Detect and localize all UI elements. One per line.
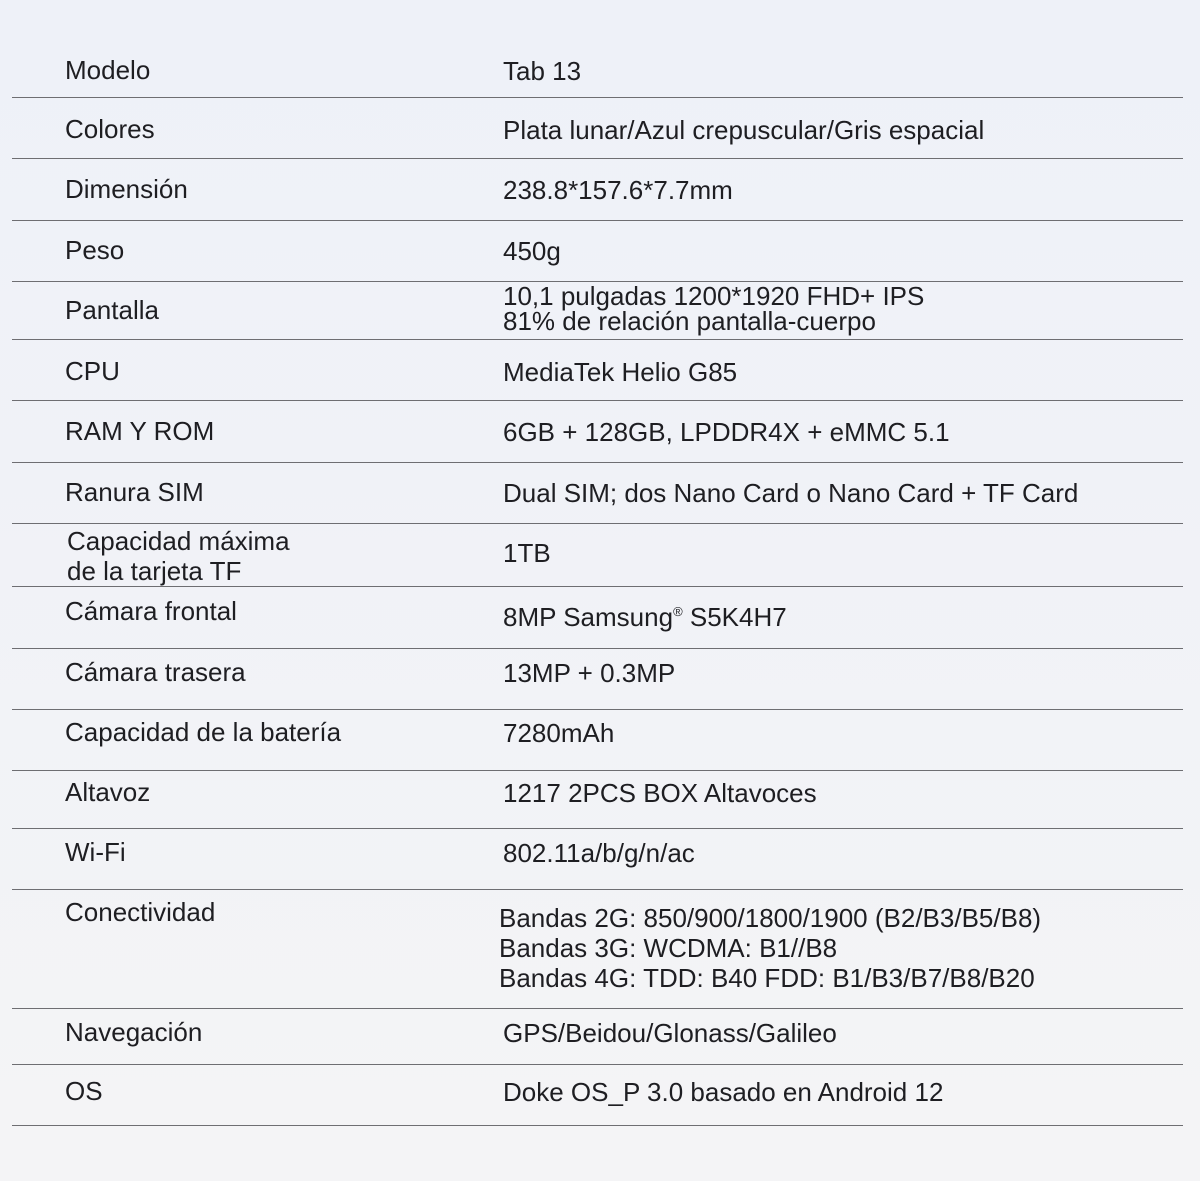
spec-row-dimension xyxy=(12,159,1183,221)
spec-value: 238.8*157.6*7.7mm xyxy=(503,175,733,205)
spec-label-line: de la tarjeta TF xyxy=(67,556,242,586)
spec-row-colores xyxy=(12,98,1183,159)
spec-label: Peso xyxy=(65,235,125,265)
spec-value-line: Bandas 3G: WCDMA: B1//B8 xyxy=(499,933,838,963)
spec-value: Doke OS_P 3.0 basado en Android 12 xyxy=(503,1077,944,1107)
spec-label: Capacidad de la batería xyxy=(65,717,342,747)
spec-label: Wi-Fi xyxy=(65,837,126,867)
spec-label: Cámara trasera xyxy=(65,657,246,687)
spec-value xyxy=(499,903,1041,993)
spec-label: RAM Y ROM xyxy=(65,416,215,446)
spec-row-ranura-sim xyxy=(12,463,1183,524)
spec-value-line: 10,1 pulgadas 1200*1920 FHD+ IPS xyxy=(503,281,925,311)
spec-row-ram-rom xyxy=(12,401,1183,463)
spec-value: Tab 13 xyxy=(503,56,582,86)
spec-label: Colores xyxy=(65,114,155,144)
spec-label: CPU xyxy=(65,356,120,386)
spec-value: 6GB + 128GB, LPDDR4X + eMMC 5.1 xyxy=(503,417,950,447)
spec-label: OS xyxy=(65,1076,103,1106)
spec-value: 13MP + 0.3MP xyxy=(503,658,676,688)
spec-row-navegacion xyxy=(12,1009,1183,1065)
spec-label: Conectividad xyxy=(65,897,216,927)
spec-value-line: 81% de relación pantalla-cuerpo xyxy=(503,306,876,336)
spec-label-line: Capacidad máxima xyxy=(67,526,290,556)
spec-value xyxy=(503,597,787,632)
spec-label: Altavoz xyxy=(65,777,151,807)
spec-label: Pantalla xyxy=(65,295,159,325)
spec-row-cpu xyxy=(12,340,1183,401)
spec-table xyxy=(12,38,1183,1126)
spec-value-line: Bandas 2G: 850/900/1800/1900 (B2/B3/B5/B8) xyxy=(499,903,1042,933)
spec-row-bateria xyxy=(12,710,1183,771)
spec-row-capacidad-tf xyxy=(12,524,1183,587)
spec-label: Dimensión xyxy=(65,174,188,204)
spec-row-pantalla xyxy=(12,282,1183,340)
spec-row-altavoz xyxy=(12,771,1183,829)
spec-value: 1217 2PCS BOX Altavoces xyxy=(503,778,817,808)
spec-row-modelo xyxy=(12,38,1183,98)
spec-value: 450g xyxy=(503,236,561,266)
spec-row-peso xyxy=(12,221,1183,282)
spec-label: Navegación xyxy=(65,1017,203,1047)
spec-row-wifi xyxy=(12,829,1183,890)
spec-label: Modelo xyxy=(65,55,151,85)
spec-value: Plata lunar/Azul crepuscular/Gris espacial xyxy=(503,115,985,145)
spec-label: Ranura SIM xyxy=(65,477,204,507)
spec-row-camara-trasera xyxy=(12,649,1183,710)
spec-value-line: Bandas 4G: TDD: B40 FDD: B1/B3/B7/B8/B20 xyxy=(499,963,1035,993)
spec-label xyxy=(67,526,290,586)
spec-row-conectividad xyxy=(12,890,1183,1009)
spec-value: GPS/Beidou/Glonass/Galileo xyxy=(503,1018,837,1048)
spec-value: 7280mAh xyxy=(503,718,615,748)
spec-value: 802.11a/b/g/n/ac xyxy=(503,838,695,868)
spec-value: Dual SIM; dos Nano Card o Nano Card + TF Card xyxy=(503,478,1079,508)
spec-label: Cámara frontal xyxy=(65,596,237,626)
sensor-model-text: S5K4H7 xyxy=(682,602,787,632)
spec-value: 1TB xyxy=(503,538,551,568)
registered-mark: ® xyxy=(673,604,683,619)
spec-value xyxy=(503,283,924,334)
spec-row-camara-frontal xyxy=(12,587,1183,649)
spec-row-os xyxy=(12,1065,1183,1126)
spec-value: MediaTek Helio G85 xyxy=(503,357,738,387)
camera-model-text: 8MP Samsung xyxy=(503,602,674,632)
